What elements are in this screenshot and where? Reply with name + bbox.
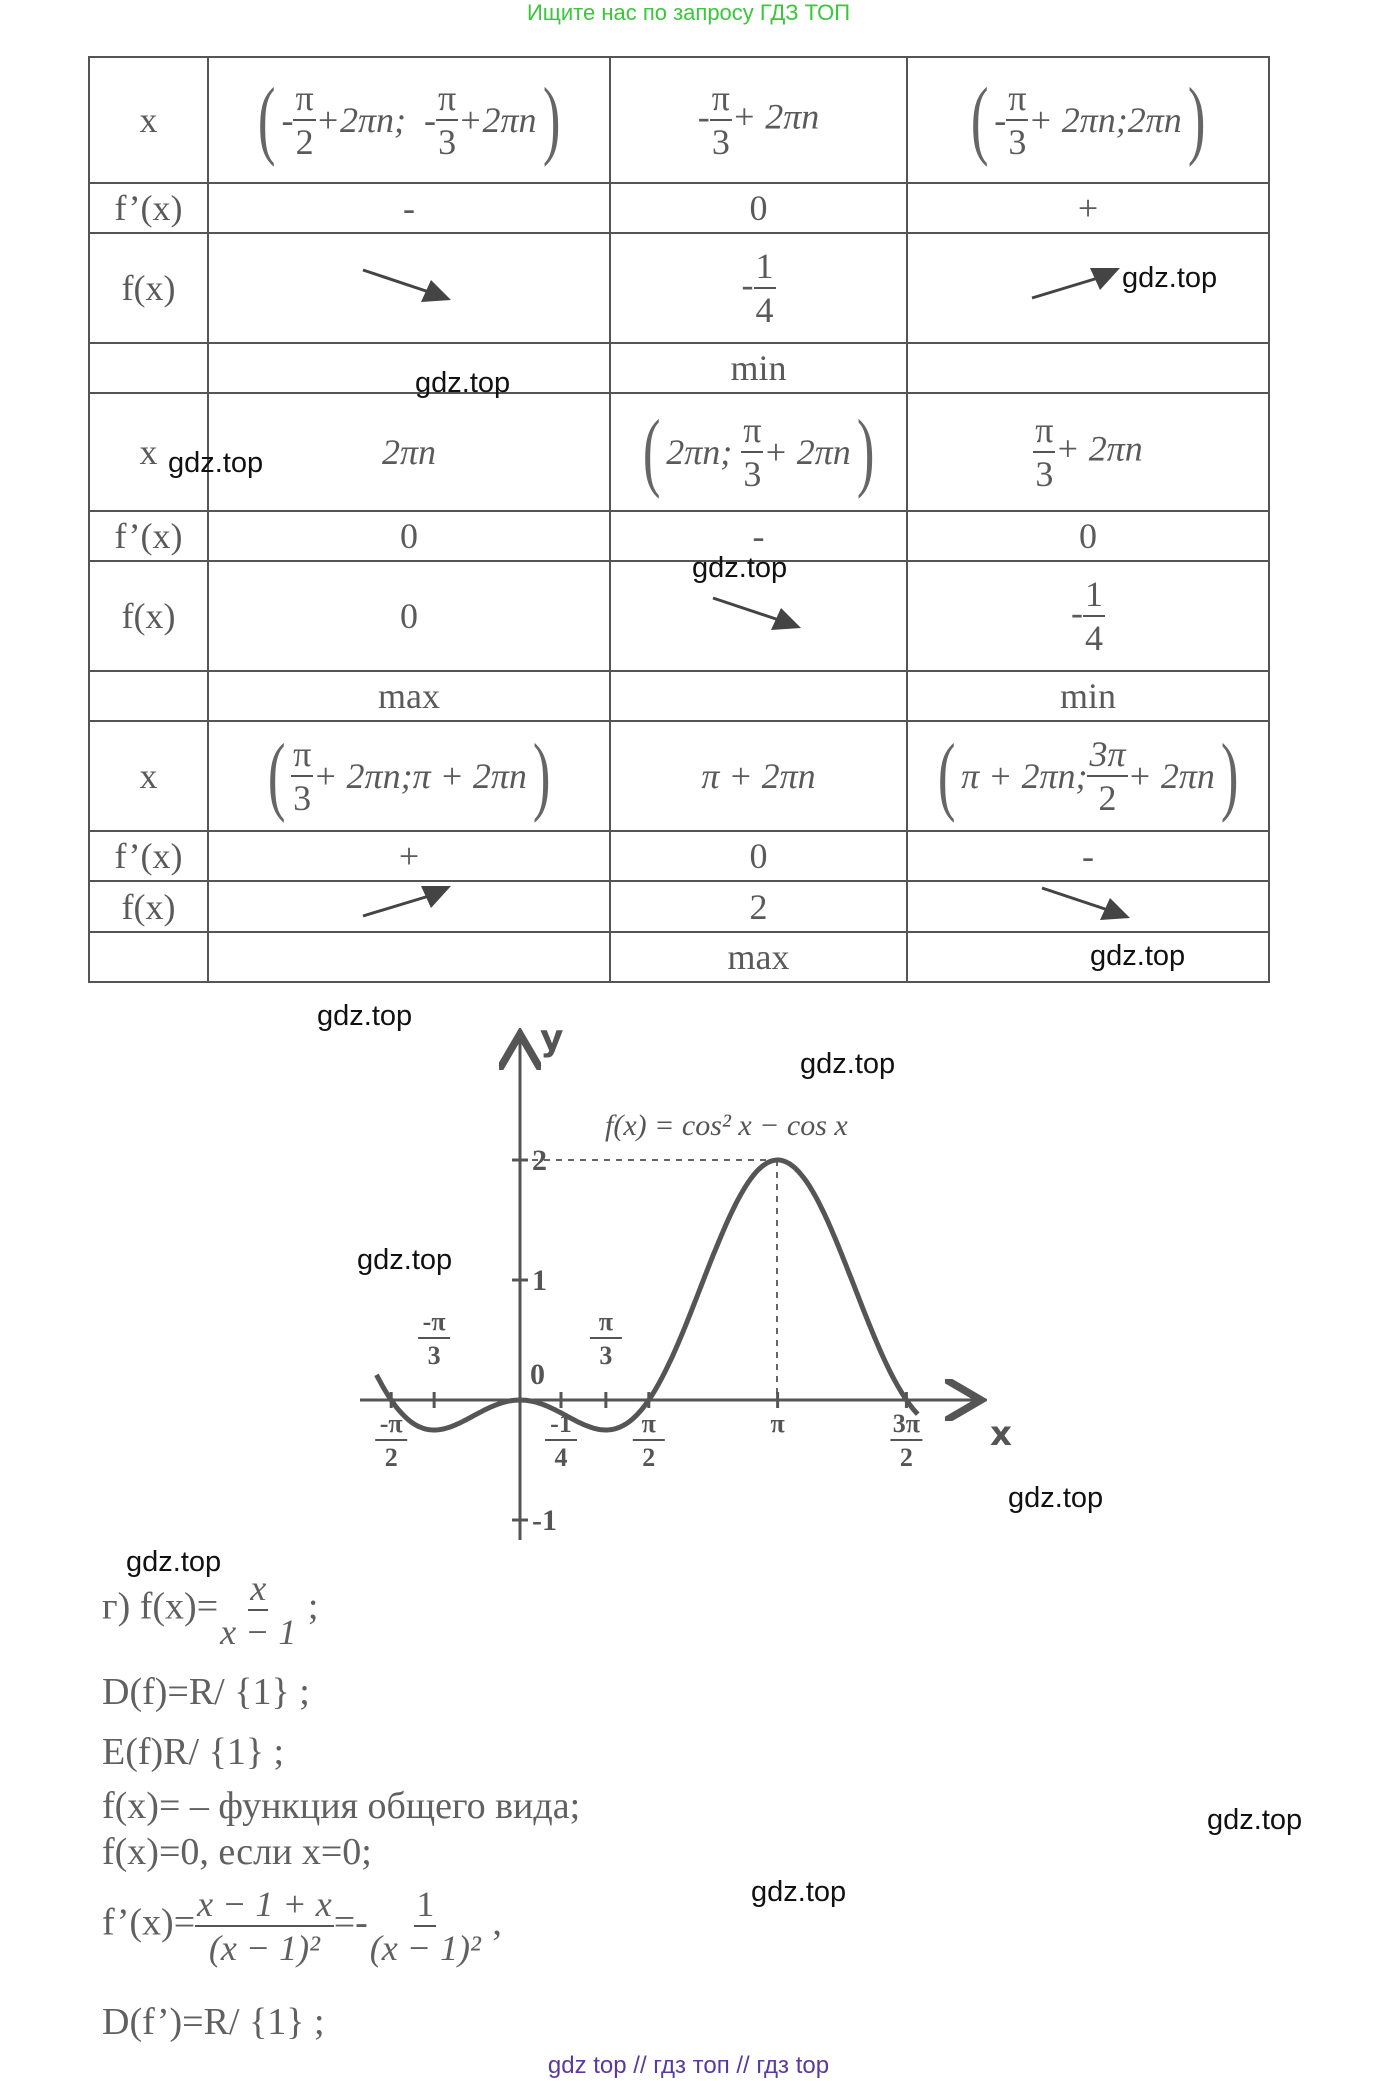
- sign-cell: +: [907, 183, 1269, 233]
- value-cell: - $\frac{1}{4}$: [907, 561, 1269, 671]
- watermark: gdz.top: [1122, 262, 1218, 294]
- sign-cell: -: [907, 831, 1269, 881]
- extremum-label: max: [610, 932, 907, 982]
- row-label-f: f(x): [89, 881, 208, 932]
- x-axis-label: x: [990, 1414, 1012, 1454]
- interval-cell: ( $\frac{\pi}{3}$ + 2πn;π + 2πn ): [208, 721, 610, 831]
- watermark: gdz.top: [415, 367, 511, 399]
- x-tick-label: [590, 1307, 622, 1370]
- watermark: gdz.top: [751, 1876, 847, 1908]
- sign-cell: 0: [610, 183, 907, 233]
- top-search-link[interactable]: Ищите нас по запросу ГДЗ ТОП: [526, 0, 851, 25]
- x-tick-label: [770, 1409, 784, 1438]
- svg-text:π: π: [598, 1307, 613, 1336]
- chart-title: f(x) = cos² x − cos x: [605, 1109, 848, 1142]
- svg-text:2: 2: [642, 1443, 656, 1472]
- solution-line-2: D(f)=R/ {1} ;: [102, 1671, 310, 1713]
- y-tick-label: -1: [532, 1504, 557, 1537]
- y-tick-label: 1: [532, 1264, 547, 1297]
- x-tick-label: [418, 1307, 450, 1370]
- point-cell: - $\frac{\pi}{3}$ + 2πn: [610, 57, 907, 183]
- increasing-arrow-icon: [208, 881, 610, 932]
- x-tick-label: [375, 1409, 407, 1472]
- svg-text:π: π: [770, 1409, 785, 1438]
- interval-cell: ( π + 2πn; $\frac{3\pi}{2}$ + 2πn ): [907, 721, 1269, 831]
- bottom-links[interactable]: gdz top // гдз топ // гдз top: [547, 2052, 830, 2079]
- row-label-fprime: f’(x): [89, 831, 208, 881]
- svg-text:3π: 3π: [892, 1409, 921, 1438]
- watermark: gdz.top: [692, 552, 788, 584]
- sign-cell: +: [208, 831, 610, 881]
- sign-cell: 0: [907, 511, 1269, 561]
- svg-text:2: 2: [899, 1443, 913, 1472]
- y-axis-label: y: [540, 1020, 564, 1059]
- watermark: gdz.top: [800, 1048, 896, 1080]
- value-cell: 2: [610, 881, 907, 932]
- variation-table: [88, 56, 1270, 983]
- svg-text:-π: -π: [422, 1307, 446, 1336]
- sign-cell: -: [610, 511, 907, 561]
- row-label-fprime: f’(x): [89, 183, 208, 233]
- point-cell: π + 2πn: [610, 721, 907, 831]
- svg-text:4: 4: [554, 1443, 568, 1472]
- extremum-label: min: [907, 671, 1269, 721]
- svg-text:-π: -π: [379, 1409, 403, 1438]
- row-label-x: x: [89, 393, 208, 511]
- value-cell: 0: [208, 561, 610, 671]
- row-label-f: f(x): [89, 233, 208, 343]
- interval-cell: ( - $\frac{\pi}{2}$ +2πn; - $\frac{\pi}{3}$ +2πn ): [208, 57, 610, 183]
- solution-line-7: D(f’)=R/ {1} ;: [102, 2001, 325, 2043]
- svg-text:-1: -1: [550, 1409, 572, 1438]
- decreasing-arrow-icon: [907, 881, 1269, 932]
- function-graph: [340, 1020, 1040, 1560]
- point-cell: $\frac{\pi}{3}$ + 2πn: [907, 393, 1269, 511]
- watermark: gdz.top: [357, 1244, 453, 1276]
- interval-cell: ( - $\frac{\pi}{3}$ + 2πn;2πn ): [907, 57, 1269, 183]
- svg-text:2: 2: [384, 1443, 398, 1472]
- x-tick-label: [890, 1409, 922, 1472]
- solution-line-1: г) f(x)= $\frac{x}{x - 1}$ ;: [102, 1568, 319, 1652]
- y-tick-label: 2: [532, 1144, 547, 1177]
- watermark: gdz.top: [168, 447, 264, 479]
- row-label-x: x: [89, 57, 208, 183]
- solution-line-4: f(x)= – функция общего вида;: [102, 1785, 581, 1827]
- interval-cell: ( 2πn; $\frac{\pi}{3}$ + 2πn ): [610, 393, 907, 511]
- value-cell: - $\frac{1}{4}$: [610, 233, 907, 343]
- watermark: gdz.top: [1090, 940, 1186, 972]
- watermark: gdz.top: [1207, 1804, 1303, 1836]
- sign-cell: -: [208, 183, 610, 233]
- watermark: gdz.top: [317, 1000, 413, 1032]
- x-tick-label: [633, 1409, 665, 1472]
- extremum-label: max: [208, 671, 610, 721]
- svg-text:3: 3: [427, 1341, 441, 1370]
- point-cell: 2πn: [208, 393, 610, 511]
- watermark: gdz.top: [126, 1546, 222, 1578]
- svg-text:3: 3: [599, 1341, 613, 1370]
- watermark: gdz.top: [1008, 1482, 1104, 1514]
- y-tick-label: 0: [530, 1358, 545, 1391]
- sign-cell: 0: [208, 511, 610, 561]
- row-label-f: f(x): [89, 561, 208, 671]
- svg-text:π: π: [641, 1409, 656, 1438]
- sign-cell: 0: [610, 831, 907, 881]
- extremum-label: min: [610, 343, 907, 393]
- row-label-x: x: [89, 721, 208, 831]
- row-label-fprime: f’(x): [89, 511, 208, 561]
- decreasing-arrow-icon: [208, 233, 610, 343]
- solution-line-5: f(x)=0, если x=0;: [102, 1831, 372, 1873]
- solution-line-3: E(f)R/ {1} ;: [102, 1731, 285, 1773]
- x-tick-labels: [375, 1307, 922, 1472]
- function-curve: [377, 1160, 918, 1430]
- solution-line-6: f’(x)= $\frac{x - 1 + x}{\text{(x − 1)²}}$ =- $\frac{1}{\text{(x − 1)²}}$ ,: [102, 1884, 502, 1968]
